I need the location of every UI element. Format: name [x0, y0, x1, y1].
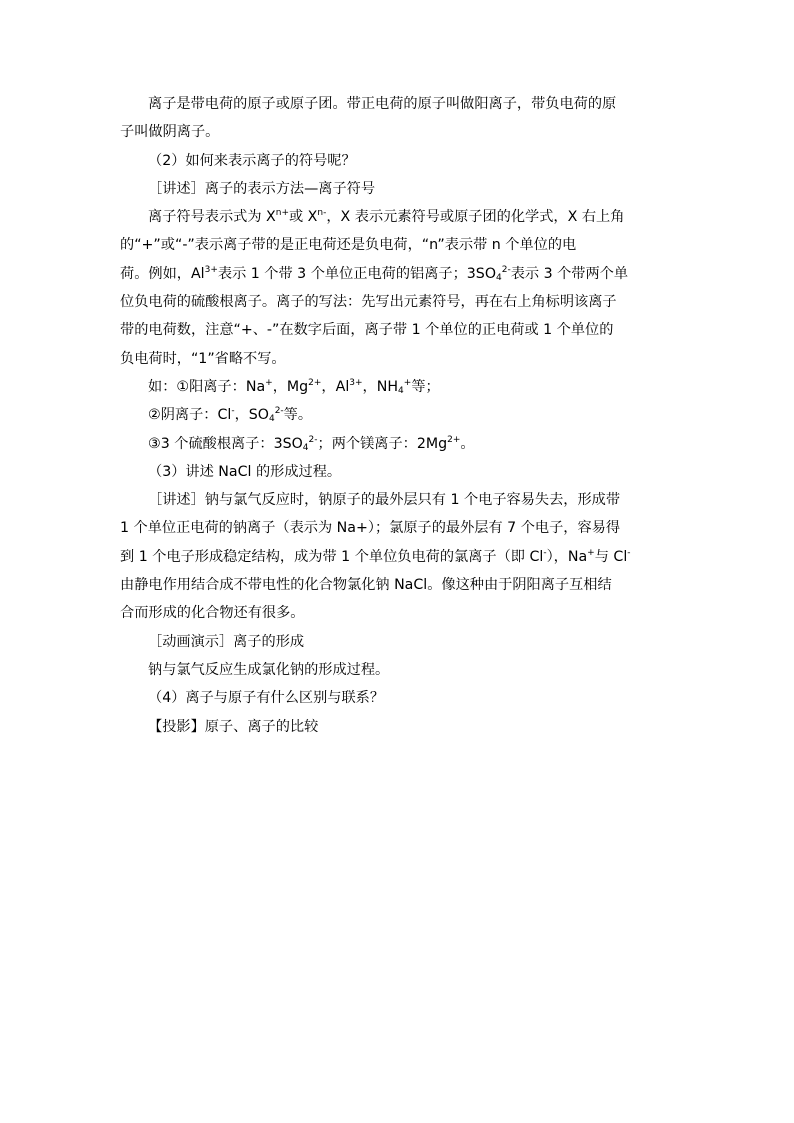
paragraph-ion-definition-line-1: 离子是带电荷的原子或原子团。带正电荷的原子叫做阳离子，带负电荷的原 [148, 96, 617, 112]
paragraph-nacl-line-1: ［讲述］钠与氯气反应时，钠原子的最外层只有 1 个电子容易失去，形成带 [148, 492, 621, 509]
paragraph-ion-symbol-line-5: 带的电荷数，注意“+、-”在数字后面，离子带 1 个单位的正电荷或 1 个单位的 [120, 322, 614, 339]
paragraph-ion-symbol-line-3: 荷。例如，$Al^{3+}$表示 1 个带 3 个单位正电荷的铝离子；$3SO_4^{2-}$表示 3 个带两个单 [120, 264, 629, 283]
paragraph-ion-definition-line-2: 子叫做阴离子。 [120, 124, 220, 141]
paragraph-ion-symbol-line-6: 负电荷时，“1”省略不写。 [120, 350, 286, 367]
question-2: （2）如何来表示离子的符号呢？ [148, 152, 356, 169]
animation-description: 钠与氯气反应生成氯化钠的形成过程。 [148, 661, 390, 678]
animation-heading: ［动画演示］离子的形成 [148, 633, 305, 650]
example-cations: 如：①阳离子：Na+，$Mg^{2+}$，$Al^{3+}$，$NH_4^+$等； [148, 377, 440, 396]
paragraph-ion-symbol-line-2: 的“+”或“-”表示离子带的是正电荷还是负电荷，“n”表示带 n 个单位的电 [120, 237, 577, 254]
paragraph-ion-symbol-line-1: 离子符号表示式为 $X^{n+}$或 $X^{n-}$，X 表示元素符号或原子团的化学式，X 右上角 [148, 208, 625, 226]
paragraph-nacl-line-5: 合而形成的化合物还有很多。 [120, 605, 305, 622]
example-sulfate-magnesium: ③3 个硫酸根离子：$3SO_4^{2-}$；两个镁离子：$2Mg^{2+}$。 [148, 434, 475, 453]
paragraph-ion-symbol-line-4: 位负电荷的硫酸根离子。离子的写法：先写出元素符号，再在右上角标明该离子 [120, 294, 617, 311]
paragraph-nacl-line-2: 1 个单位正电荷的钠离子（表示为 Na+）；氯原子的最外层有 7 个电子，容易得 [120, 520, 621, 537]
paragraph-nacl-line-4: 由静电作用结合成不带电性的化合物氯化钠 NaCl。像这种由于阴阳离子互相结 [120, 577, 612, 594]
projection-heading: 【投影】原子、离子的比较 [148, 718, 319, 735]
question-3: （3）讲述 NaCl 的形成过程。 [148, 463, 342, 480]
question-4: （4）离子与原子有什么区别与联系？ [148, 690, 385, 707]
lecture-ion-symbol-heading: ［讲述］离子的表示方法—离子符号 [148, 180, 376, 197]
paragraph-nacl-line-3: 到 1 个电子形成稳定结构，成为带 1 个单位负电荷的氯离子（即 Cl-），Na+与 Cl- [120, 547, 631, 565]
example-anions: ②阴离子：Cl-，$SO_4^{2-}$等。 [148, 406, 313, 425]
document-body [120, 94, 660, 745]
